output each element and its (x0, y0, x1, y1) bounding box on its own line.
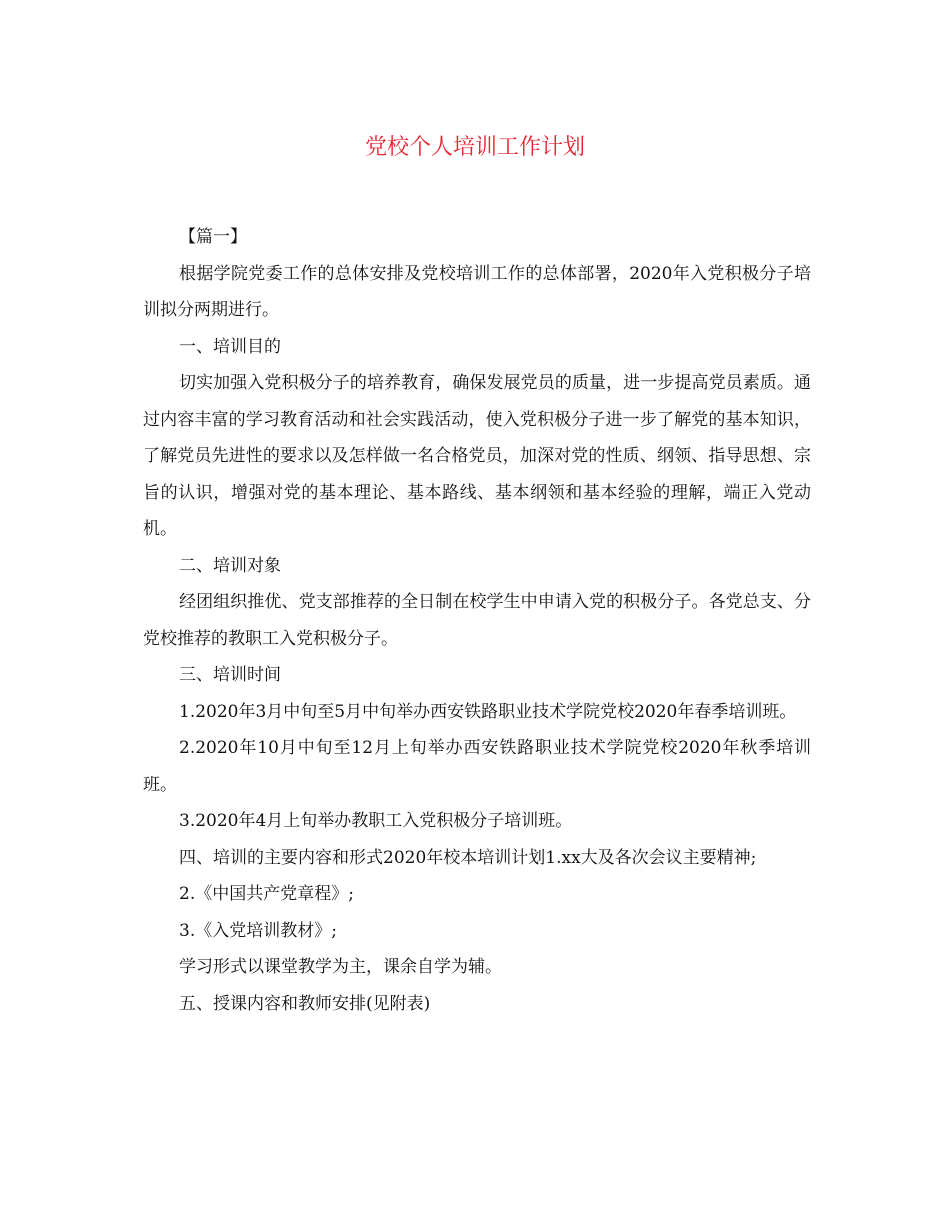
heading-training-content: 四、培训的主要内容和形式2020年校本培训计划1.xx大及各次会议主要精神; (179, 847, 757, 868)
list-item-content-3: 3.《入党培训教材》; (179, 920, 337, 941)
list-item-content-2: 2.《中国共产党章程》; (179, 884, 354, 904)
heading-training-targets: 二、培训对象 (179, 555, 281, 576)
list-item-time-3: 3.2020年4月上旬举办教职工入党积极分子培训班。 (179, 811, 573, 831)
paragraph-section-label: 【篇一】 (179, 227, 247, 247)
document-body (143, 219, 811, 1022)
heading-teaching-arrangement: 五、授课内容和教师安排(见附表) (179, 993, 431, 1014)
paragraph-learning-form: 学习形式以课堂教学为主，课余自学为辅。 (179, 957, 502, 977)
list-item-time-1: 1.2020年3月中旬至5月中旬举办西安铁路职业技术学院党校2020年春季培训班。 (179, 701, 797, 722)
list-item-time-2: 2.2020年10月中旬至12月上旬举办西安铁路职业技术学院党校2020年秋季培训班。 (143, 738, 811, 795)
heading-training-time: 三、培训时间 (179, 665, 281, 685)
document-title: 党校个人培训工作计划 (364, 135, 585, 160)
paragraph-intro: 根据学院党委工作的总体安排及党校培训工作的总体部署，2020年入党积极分子培训拟分两期进行。 (143, 263, 811, 320)
paragraph-training-targets: 经团组织推优、党支部推荐的全日制在校学生中申请入党的积极分子。各党总支、分党校推荐的教职工入党积极分子。 (143, 592, 811, 649)
paragraph-training-purpose: 切实加强入党积极分子的培养教育，确保发展党员的质量，进一步提高党员素质。通过内容丰富的学习教育活动和社会实践活动，使入党积极分子进一步了解党的基本知识，了解党员先进性的要求以及怎样做一名合格党员，加深对党的性质、纲领、指导思想、宗旨的认识，增强对党的基本理论、基本路线、基本纲领和基本经验的理解，端正入党动机。 (143, 373, 811, 539)
heading-training-purpose: 一、培训目的 (179, 336, 281, 357)
